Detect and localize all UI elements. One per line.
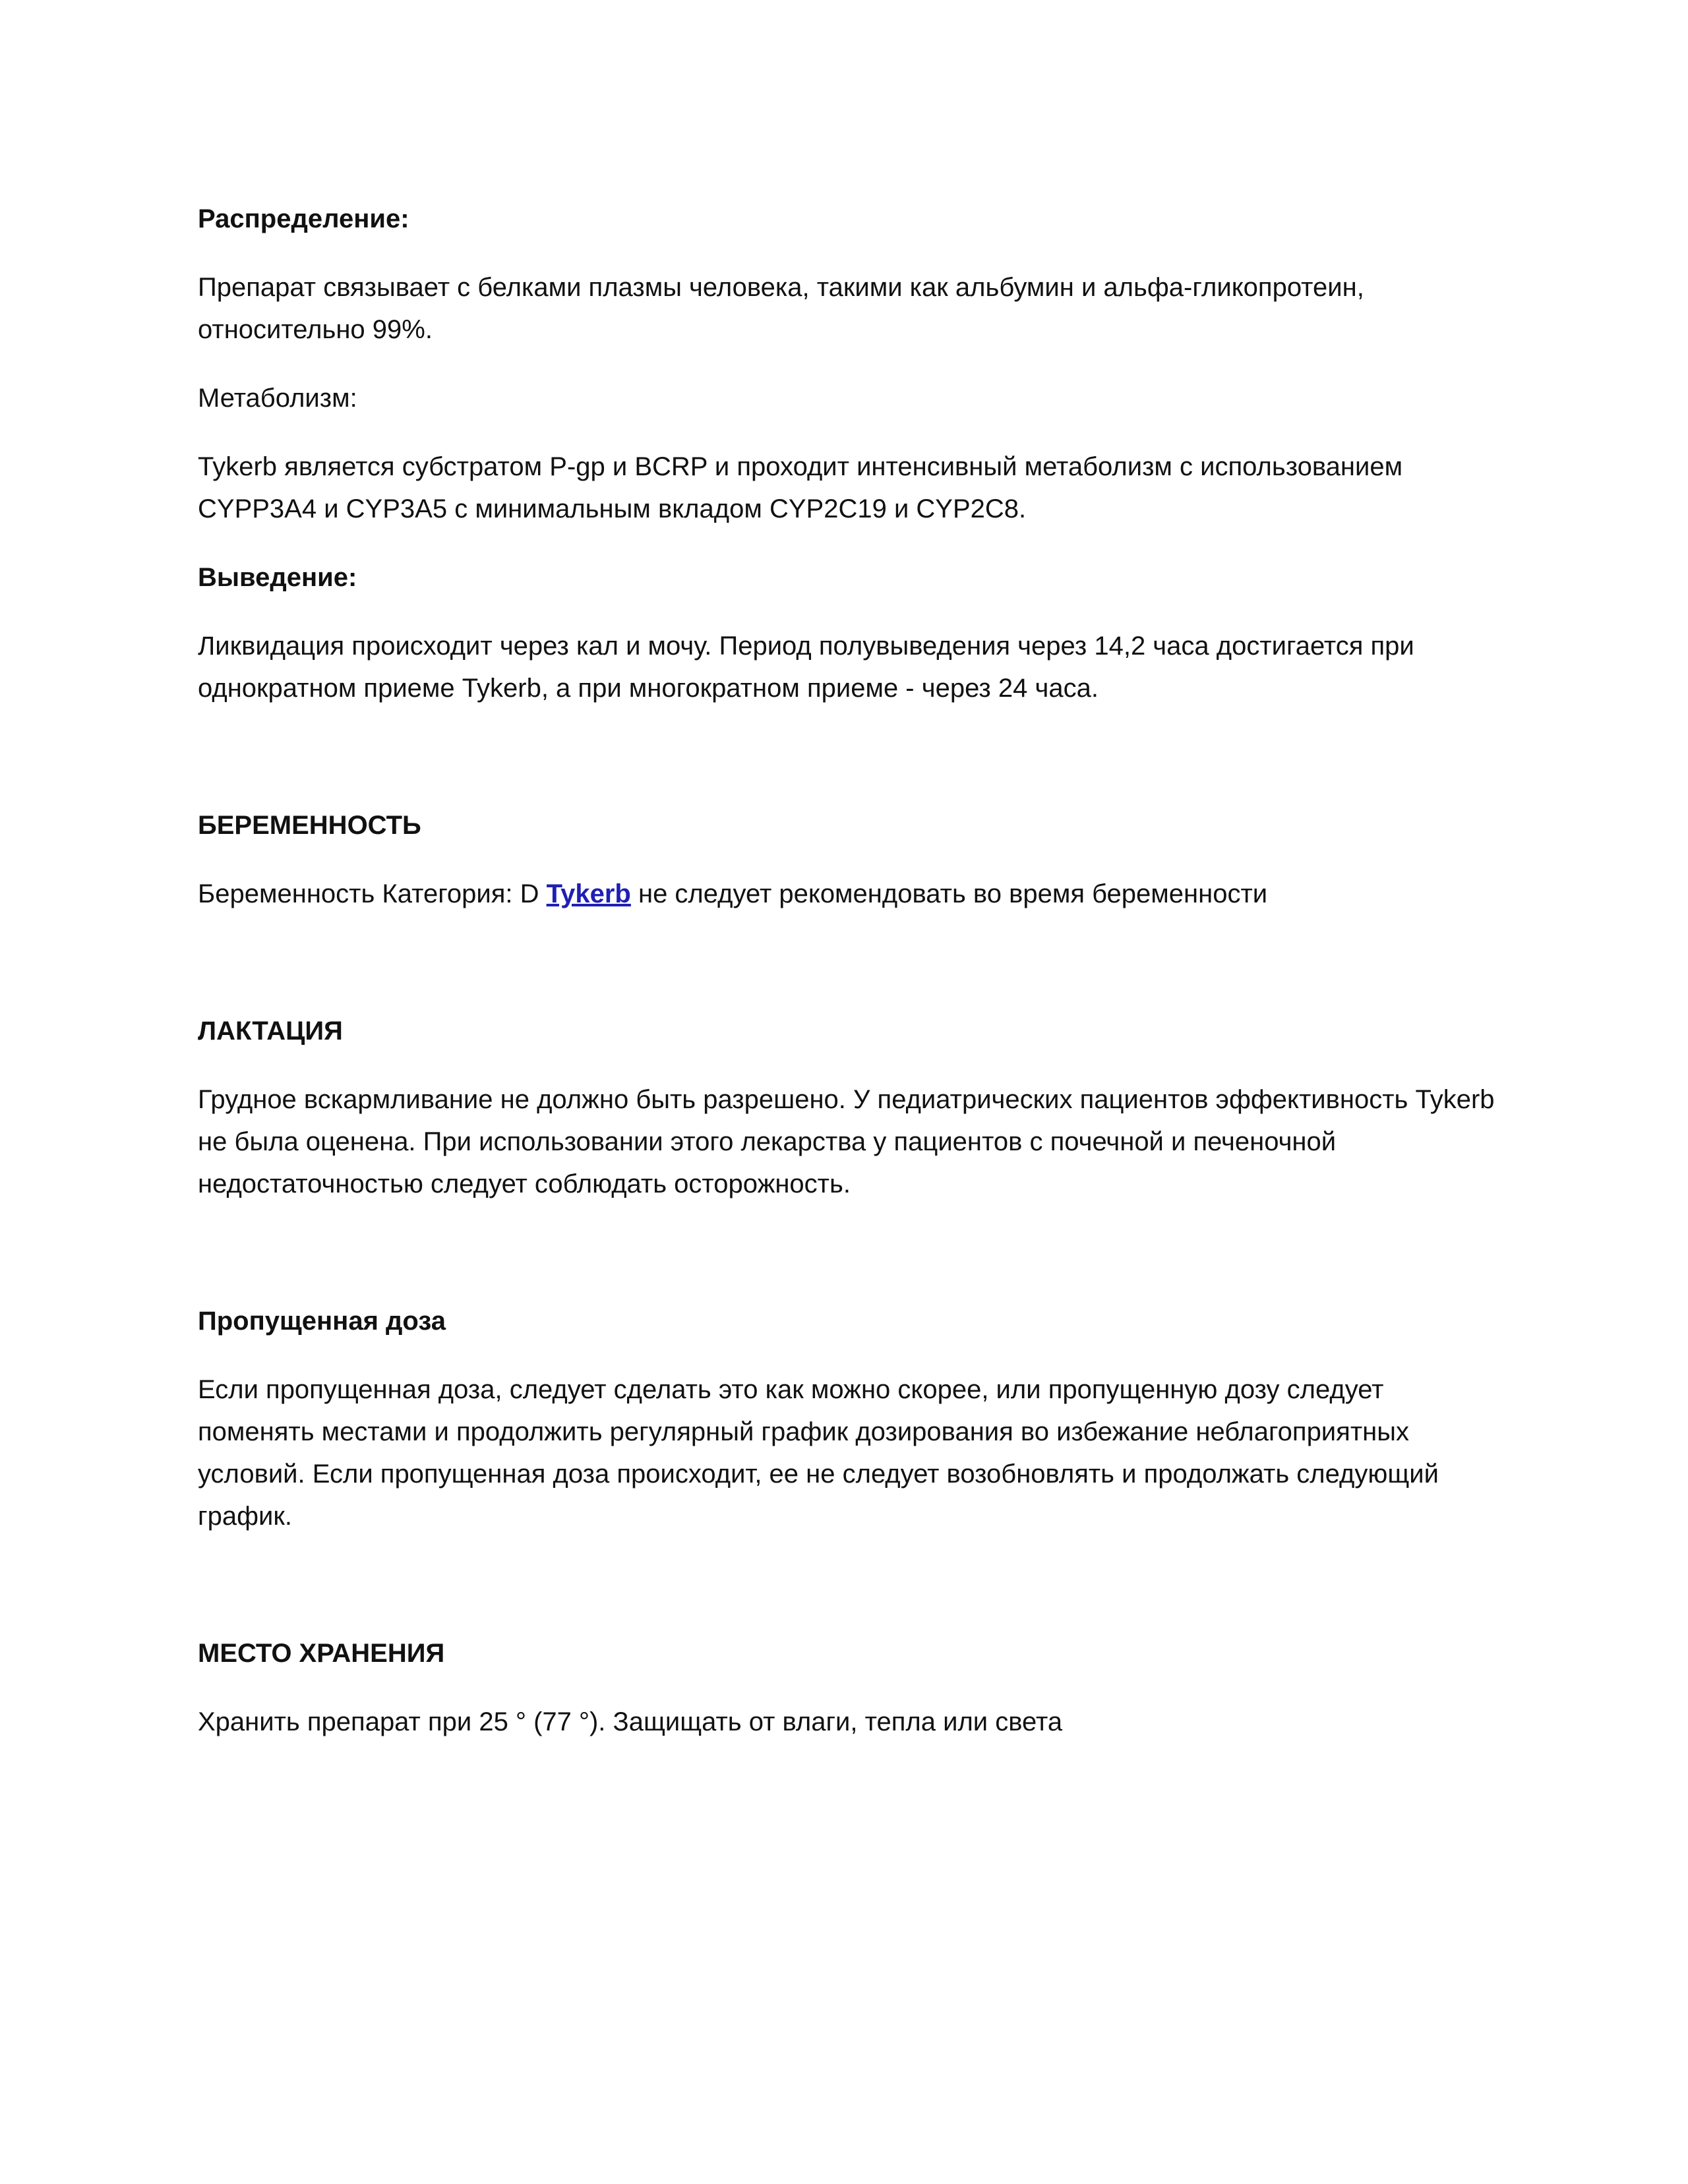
- tykerb-link[interactable]: Tykerb: [546, 879, 631, 908]
- distribution-heading: Распределение:: [198, 204, 409, 233]
- lactation-text: Грудное вскармливание не должно быть разрешено. У педиатрических пациентов эффективность Tykerb не была оценена. При использовании этого лекарства у пациентов с почечной и печеночной недостаточностью следует соблюдать осторожность.: [198, 1085, 1495, 1198]
- elimination-heading: Выведение:: [198, 563, 357, 592]
- pregnancy-text-before: Беременность Категория: D: [198, 879, 547, 908]
- missed-dose-text: Если пропущенная доза, следует сделать это как можно скорее, или пропущенную дозу следует поменять местами и продолжить регулярный график дозирования во избежание неблагоприятных условий. Если пропущенная доза происходит, ее не следует возобновлять и продолжать следующий график.: [198, 1375, 1439, 1531]
- storage-heading: МЕСТО ХРАНЕНИЯ: [198, 1639, 445, 1668]
- lactation-heading: ЛАКТАЦИЯ: [198, 1017, 343, 1046]
- pregnancy-text-after: не следует рекомендовать во время беременности: [630, 879, 1268, 908]
- document-body: [198, 198, 1503, 1743]
- pregnancy-text: [198, 873, 1503, 915]
- missed-dose-heading: Пропущенная доза: [198, 1307, 446, 1336]
- metabolism-heading: Метаболизм:: [198, 384, 357, 413]
- storage-text: Хранить препарат при 25 ° (77 °). Защищать от влаги, тепла или света: [198, 1707, 1063, 1736]
- distribution-text: Препарат связывает с белками плазмы человека, такими как альбумин и альфа-гликопротеин, относительно 99%.: [198, 273, 1364, 344]
- elimination-text: Ликвидация происходит через кал и мочу. Период полувыведения через 14,2 часа достигается при однократном приеме Tykerb, а при многократном приеме - через 24 часа.: [198, 632, 1414, 703]
- pregnancy-heading: БЕРЕМЕННОСТЬ: [198, 811, 421, 840]
- metabolism-text: Tykerb является субстратом P-gp и BCRP и проходит интенсивный метаболизм с использованием CYPP3A4 и CYP3A5 с минимальным вкладом CYP2C19 и CYP2C8.: [198, 452, 1403, 523]
